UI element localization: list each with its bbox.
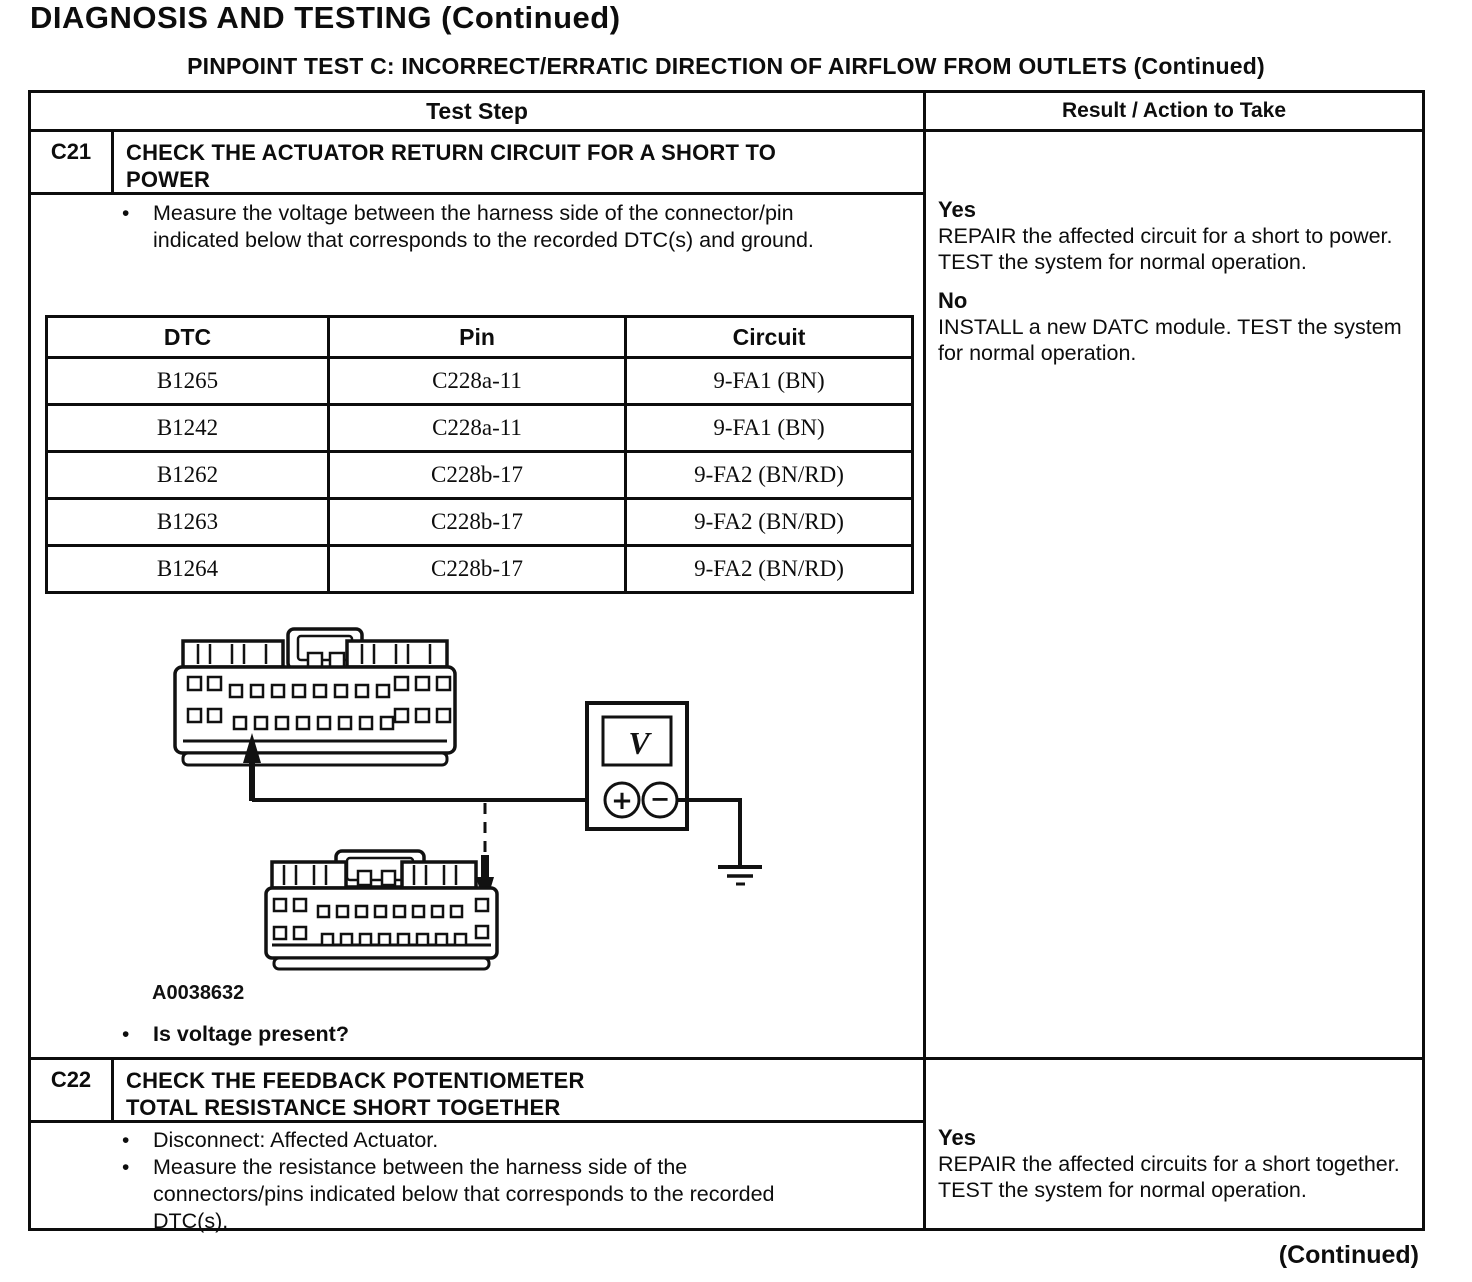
bullet-icon: • bbox=[122, 1129, 130, 1152]
dtc-value: B1264 bbox=[47, 546, 329, 593]
dtc-table-row bbox=[47, 358, 913, 405]
connector-diagram bbox=[150, 615, 790, 1015]
pin-value: C228b-17 bbox=[329, 546, 626, 593]
pin-value: C228a-11 bbox=[329, 405, 626, 452]
c21-result-yes-label: Yes bbox=[938, 197, 976, 222]
pin-value: C228a-11 bbox=[329, 358, 626, 405]
dtc-value: B1262 bbox=[47, 452, 329, 499]
c22-result-yes-text: REPAIR the affected circuits for a short together. TEST the system for normal operation. bbox=[938, 1152, 1400, 1202]
bullet-icon: • bbox=[122, 1156, 130, 1179]
c21-test-id: C21 bbox=[31, 132, 114, 192]
column-header-test-step: Test Step bbox=[31, 93, 926, 129]
circuit-value: 9-FA2 (BN/RD) bbox=[626, 452, 913, 499]
c21-result-no-label: No bbox=[938, 288, 968, 313]
connector-top bbox=[175, 629, 455, 765]
c21-question-text: Is voltage present? bbox=[153, 1022, 349, 1046]
ground-icon bbox=[718, 867, 762, 884]
minus-terminal-label: − bbox=[649, 785, 671, 813]
dtc-table-header-row bbox=[47, 317, 913, 358]
c22-bullet-measure-text: Measure the resistance between the harness side of the connectors/pins indicated below that corresponds to the recorded DTC(s). bbox=[153, 1155, 775, 1233]
c22-result-yes-label: Yes bbox=[938, 1125, 976, 1150]
circuit-col-header: Circuit bbox=[626, 317, 913, 358]
column-header-result: Result / Action to Take bbox=[1061, 99, 1287, 122]
bullet-icon: • bbox=[122, 202, 130, 225]
circuit-value: 9-FA1 (BN) bbox=[626, 358, 913, 405]
circuit-value: 9-FA2 (BN/RD) bbox=[626, 546, 913, 593]
dtc-table-row bbox=[47, 546, 913, 593]
dtc-col-header: DTC bbox=[47, 317, 329, 358]
dtc-value: B1265 bbox=[47, 358, 329, 405]
circuit-value: 9-FA2 (BN/RD) bbox=[626, 499, 913, 546]
c22-bullet-disconnect bbox=[122, 1127, 873, 1154]
c21-test-step-cell bbox=[31, 132, 926, 1057]
dtc-pin-circuit-table bbox=[45, 315, 914, 594]
test-step-c22 bbox=[31, 1060, 1422, 1233]
c21-result-cell bbox=[926, 132, 1422, 1057]
pin-value: C228b-17 bbox=[329, 452, 626, 499]
connector-bottom bbox=[266, 851, 497, 969]
c22-test-id: C22 bbox=[31, 1060, 114, 1120]
pin-value: C228b-17 bbox=[329, 499, 626, 546]
dtc-value: B1242 bbox=[47, 405, 329, 452]
c22-bullet-measure bbox=[122, 1154, 793, 1235]
c22-title-row bbox=[31, 1060, 923, 1123]
c21-bullet-measure bbox=[122, 200, 873, 254]
pinpoint-test-title: PINPOINT TEST C: INCORRECT/ERRATIC DIRECTION OF AIRFLOW FROM OUTLETS (Continued) bbox=[187, 53, 1265, 79]
c21-bullet-measure-text: Measure the voltage between the harness side of the connector/pin indicated below that corresponds to the recorded DTC(s) and ground. bbox=[153, 201, 814, 252]
plus-terminal-label: + bbox=[611, 786, 633, 816]
c21-test-title bbox=[114, 132, 923, 192]
c22-test-title bbox=[114, 1060, 923, 1120]
dtc-table-row bbox=[47, 452, 913, 499]
diagnostic-table bbox=[28, 90, 1425, 1231]
dtc-table-row bbox=[47, 499, 913, 546]
test-step-c21 bbox=[31, 132, 1422, 1060]
c22-bullet-disconnect-text: Disconnect: Affected Actuator. bbox=[153, 1128, 439, 1152]
circuit-value: 9-FA1 (BN) bbox=[626, 405, 913, 452]
c21-title-row bbox=[31, 132, 923, 195]
dtc-table-row bbox=[47, 405, 913, 452]
c21-content bbox=[31, 195, 923, 1057]
c21-question bbox=[122, 1021, 873, 1048]
voltage-test-figure bbox=[150, 615, 790, 1010]
footer-continued: (Continued) bbox=[1278, 1241, 1419, 1269]
c22-result-cell bbox=[926, 1060, 1422, 1228]
table-header-row bbox=[31, 93, 1422, 132]
page-title: DIAGNOSIS AND TESTING (Continued) bbox=[30, 0, 621, 35]
c22-content bbox=[31, 1123, 923, 1233]
c21-title-text: CHECK THE ACTUATOR RETURN CIRCUIT FOR A SHORT TO POWER bbox=[126, 140, 777, 192]
bullet-icon: • bbox=[122, 1023, 130, 1046]
figure-label: A0038632 bbox=[152, 982, 245, 1004]
voltmeter bbox=[587, 703, 687, 829]
voltmeter-label: V bbox=[628, 725, 650, 761]
c22-title-text: CHECK THE FEEDBACK POTENTIOMETER TOTAL RESISTANCE SHORT TOGETHER bbox=[126, 1068, 585, 1120]
dtc-value: B1263 bbox=[47, 499, 329, 546]
pin-col-header: Pin bbox=[329, 317, 626, 358]
c21-result-no-text: INSTALL a new DATC module. TEST the system for normal operation. bbox=[938, 315, 1402, 365]
c21-result-yes-text: REPAIR the affected circuit for a short to power. TEST the system for normal operation. bbox=[938, 224, 1393, 274]
c22-test-step-cell bbox=[31, 1060, 926, 1233]
